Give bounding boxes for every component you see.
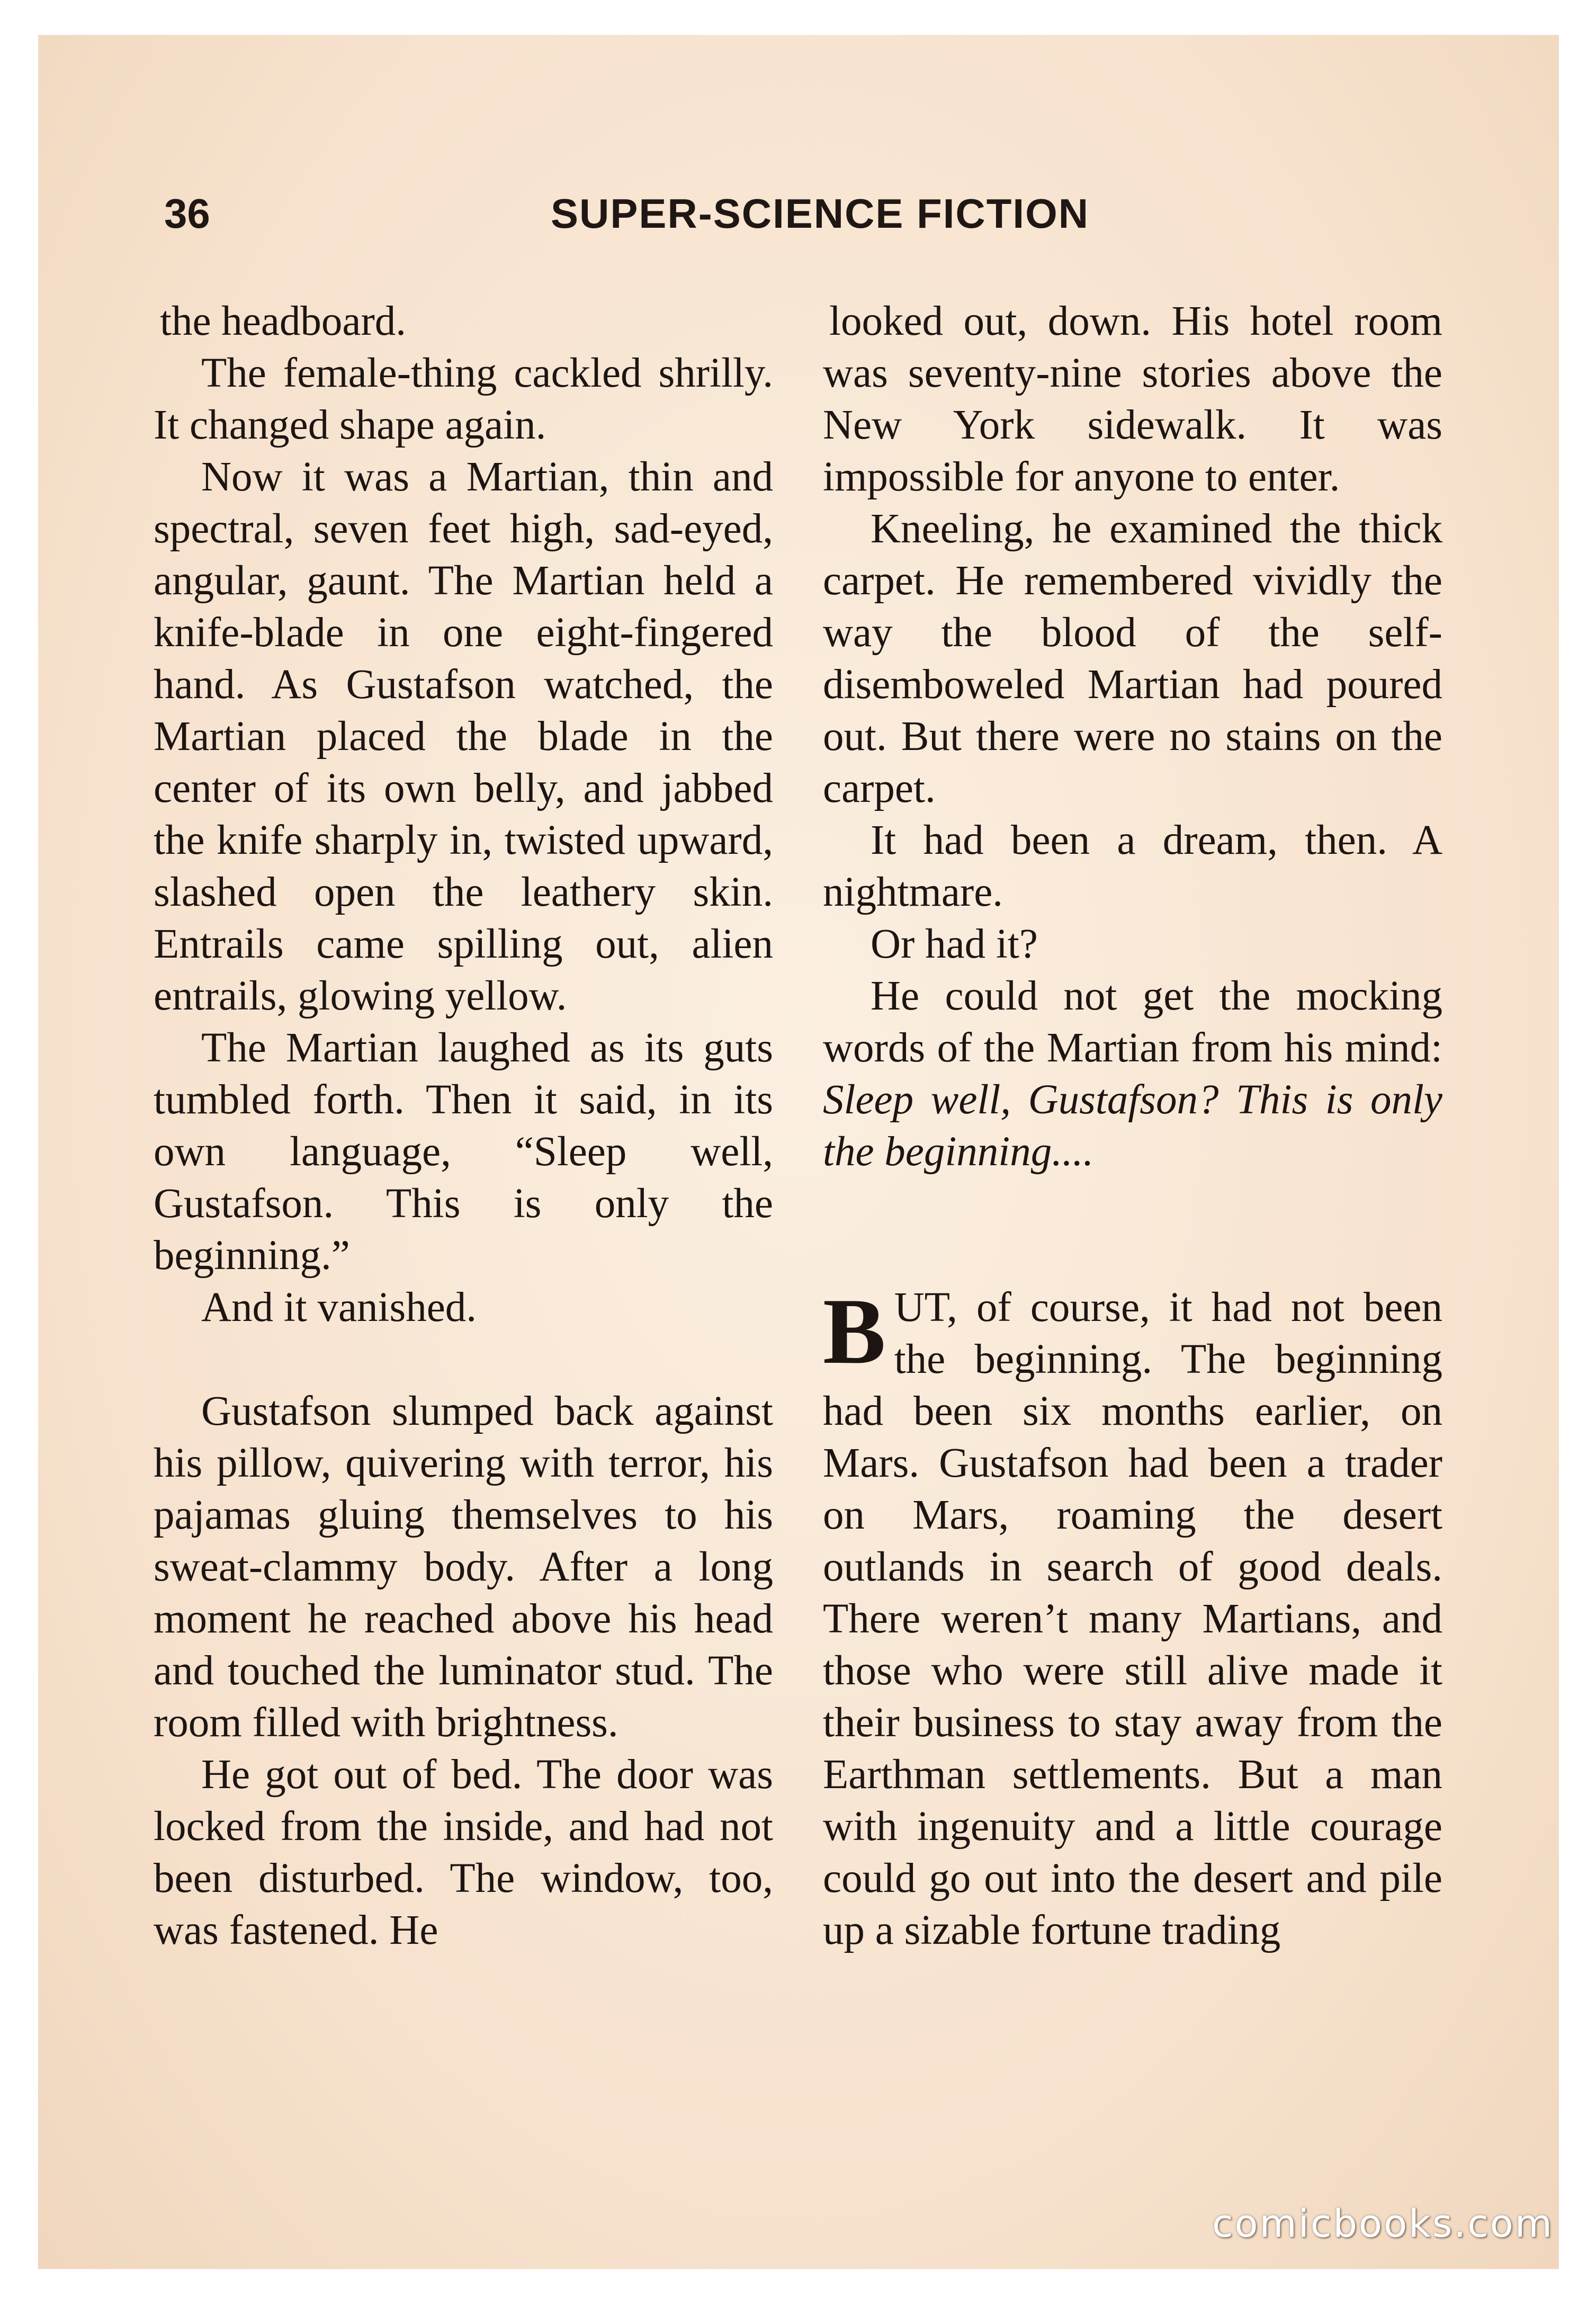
drop-cap: B [823, 1279, 886, 1383]
section-opening-paragraph [823, 1279, 1442, 1957]
watermark: comicbooks.com [1212, 2201, 1554, 2246]
small-caps-lead: UT, [894, 1284, 957, 1330]
paragraph: The female-thing cackled shrilly. It changed shape again. [154, 350, 773, 448]
paragraph: looked out, down. His hotel room was seventy-nine stories above the New York sidewalk. It was impossible for anyone to enter. [823, 298, 1442, 500]
magazine-page [38, 35, 1559, 2269]
paragraph: It had been a dream, then. A nightmare. [823, 817, 1442, 915]
italic-quote: Sleep well, Gustafson? This is only the beginning.... [823, 1077, 1442, 1175]
paragraph-text: He could not get the mocking words of the Martian from his mind: [823, 973, 1442, 1071]
page-header [38, 190, 1559, 243]
paragraph: the headboard. [160, 298, 407, 344]
paragraph: Gustafson slumped back against his pillow, quivering with terror, his pajamas gluing themselves to his sweat-clammy body. After a long moment he reached above his head and touched the luminator stud. The room filled with brightness. [154, 1388, 773, 1746]
paragraph [823, 970, 1442, 1178]
paragraph: The Martian laughed as its guts tumbled forth. Then it said, in its own language, “Sleep well, Gustafson. This is only the beginning.” [154, 1025, 773, 1279]
paragraph: Now it was a Martian, thin and spectral, seven feet high, sad-eyed, angular, gaunt. The Martian held a knife-blade in one eight-fingered hand. As Gustafson watched, the Martian placed the blade in the center of its own belly, and jabbed the knife sharply in, twisted upward, slashed open the leathery skin. Entrails came spilling out, alien entrails, glowing yellow. [154, 454, 773, 1019]
running-title: SUPER-SCIENCE FICTION [551, 190, 1090, 237]
paragraph-text: of course, it had not been the beginning. The beginning had been six months earlier, on Mars. Gustafson had been a trader on Mars, roaming the desert outlands in search of good deals. There weren’t many Martians, and those who were still alive made it their business to stay away from the Earthman settlements. But a man with ingenuity and a little courage could go out into the desert and pile up a sizable fortune trading [823, 1284, 1442, 1953]
paragraph: And it vanished. [201, 1284, 477, 1330]
page-number: 36 [164, 190, 210, 237]
paragraph: Or had it? [871, 921, 1038, 967]
paragraph: Kneeling, he examined the thick carpet. He remembered vividly the way the blood of the self-disemboweled Martian had poured out. But there were no stains on the carpet. [823, 506, 1442, 811]
left-column [154, 296, 773, 1957]
paragraph: He got out of bed. The door was locked from the inside, and had not been disturbed. The window, too, was fastened. He [154, 1752, 773, 1953]
right-column [823, 296, 1442, 1957]
